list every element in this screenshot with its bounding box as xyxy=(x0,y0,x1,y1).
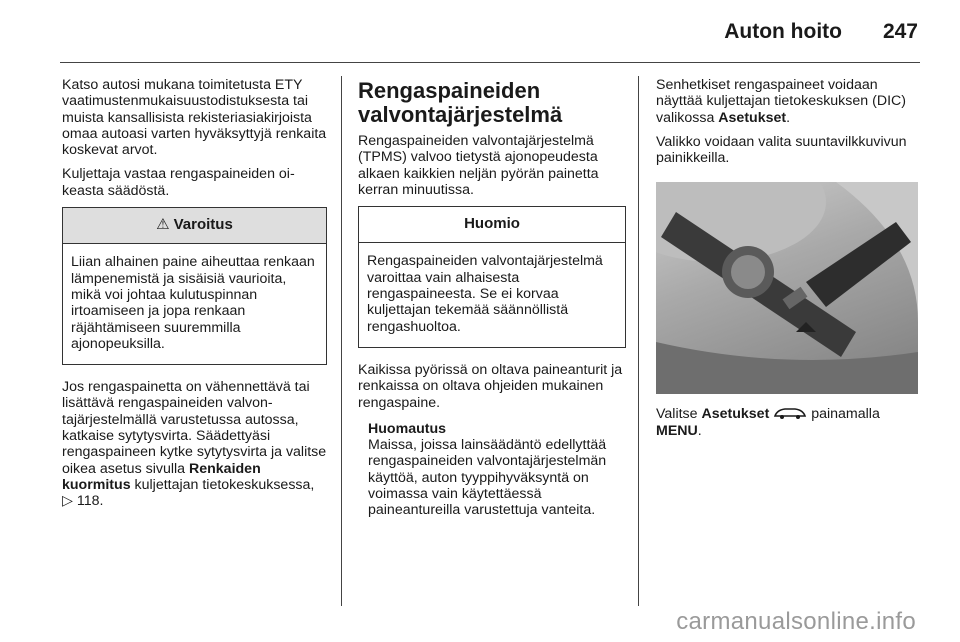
paragraph xyxy=(656,77,924,126)
paragraph: Kuljettaja vastaa rengaspaineiden oikeasta säädöstä. xyxy=(62,166,295,199)
section-heading: Rengaspaineiden valvontajärjestelmä xyxy=(358,78,563,127)
column-2 xyxy=(358,77,626,519)
menu-label: Renkaiden kuormitus xyxy=(62,460,261,493)
text: Valitse xyxy=(656,406,702,423)
paragraph xyxy=(62,379,327,509)
page-reference-icon: ▷ xyxy=(62,493,73,510)
menu-button-label: MENU xyxy=(656,422,698,439)
page-reference[interactable]: 118. xyxy=(72,493,104,510)
notice-text: Rengaspaineiden valvontajärjestelmä varoittaa vain alhaisesta rengaspaineesta. Se ei korvaa kuljettajan tekemää säännöllistä rengashuoltoa. xyxy=(367,253,603,335)
text: painamalla xyxy=(811,406,880,423)
notice-box xyxy=(358,206,626,348)
paragraph: Valikko voidaan valita suuntavilkkuvivun painikkeilla. xyxy=(656,133,907,167)
menu-label: Asetukset xyxy=(718,109,787,126)
column-1 xyxy=(62,77,327,518)
page-number: 247 xyxy=(882,20,918,43)
warning-header xyxy=(63,208,326,244)
car-icon xyxy=(773,406,807,420)
turn-signal-lever-photo xyxy=(656,182,918,394)
paragraph xyxy=(656,406,924,439)
paragraph: Kaikissa pyörissä on oltava paineanturit ja renkaissa on oltava ohjeiden mukainen rengaspaine. xyxy=(358,361,623,411)
menu-label: Asetukset xyxy=(701,406,770,423)
text: Senhetkiset rengaspaineet voidaan näyttää kuljettajan tietokeskuksen (DIC) valikossa xyxy=(656,77,906,126)
note xyxy=(358,421,626,519)
warning-text: Liian alhainen paine aiheuttaa renkaan lämpenemistä ja sisäisiä vaurioita, mikä voi johtaa kulutuspinnan irtoamiseen ja jopa renkaan räjähtämiseen suuremmilla ajonopeuksilla. xyxy=(71,254,315,352)
paragraph: Katso autosi mukana toimitetusta ETY vaatimustenmukaisuustodistuksesta tai muista kansallisista rekisteriasiakirjoista omaa autoasi varten hyväksyttyjä renkaita koskevat arvot. xyxy=(62,77,327,159)
text: Jos rengaspainetta on vähennettävä tai lisättävä rengaspaineiden valvontajärjestelmällä varustetussa autossa, katkaise sytytysvirta. Säädettyäsi rengaspaineen kytke sytytysvirta ja valitse oikea asetus sivulla xyxy=(62,379,327,477)
text: . xyxy=(697,422,702,439)
warning-box xyxy=(62,207,327,365)
column-3 xyxy=(656,77,924,447)
header-divider xyxy=(60,62,920,63)
page-header-title: Auton hoito xyxy=(724,20,842,43)
text: kuljettajan tietokeskuksessa, xyxy=(130,476,315,493)
note-text: Maissa, joissa lainsäädäntö edellyttää rengaspaineiden valvontajärjestelmän käyttöä, auton tyyppihyväksyntä on voimassa vain käytettäessä paineantureilla varustettuja vanteita. xyxy=(368,437,607,519)
column-divider-1 xyxy=(341,76,342,606)
column-divider-2 xyxy=(638,76,639,606)
turn-signal-lever-illustration xyxy=(656,182,918,394)
warning-triangle-icon: ⚠ xyxy=(156,216,170,234)
warning-title: Varoitus xyxy=(173,216,233,234)
paragraph: Rengaspaineiden valvontajärjestelmä (TPMS) valvoo tietystä ajonopeudesta alkaen kaikkien neljän pyörän painetta kerran minuutissa. xyxy=(358,133,599,198)
notice-title: Huomio xyxy=(359,207,625,243)
note-title: Huomautus xyxy=(368,420,447,437)
text: . xyxy=(786,109,791,126)
watermark: carmanualsonline.info xyxy=(676,608,916,635)
